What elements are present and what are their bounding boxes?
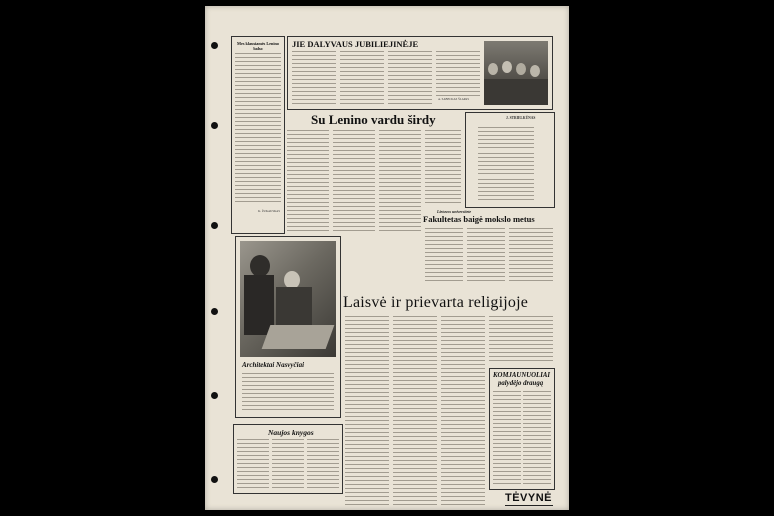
- poem-stanza: [478, 179, 534, 201]
- article-byline: K. ŽUKAUSKAS: [258, 209, 280, 213]
- article-text: [523, 391, 551, 485]
- punch-hole: [211, 308, 218, 315]
- headline-lenin: Su Lenino vardu širdy: [311, 112, 436, 127]
- article-text: [441, 316, 485, 506]
- new-books-box: [233, 424, 343, 494]
- article-subtitle: palydėjo draugą: [498, 380, 544, 387]
- headline-university: Fakultetas baigė mokslo metus: [423, 214, 535, 224]
- punch-hole: [211, 392, 218, 399]
- book-list: [237, 439, 269, 489]
- poem-stanza: [478, 127, 534, 149]
- article-text: [333, 130, 375, 232]
- article-text: [292, 51, 336, 105]
- article-kicker: Lietuvos universitete: [437, 209, 472, 214]
- article-text: [509, 228, 553, 284]
- article-lenin-voice: [231, 36, 285, 234]
- masthead-rule: [505, 505, 553, 506]
- punch-hole: [211, 222, 218, 229]
- poem-stanza: [478, 153, 534, 175]
- photo-caption: Architektai Nasvyčiai: [242, 361, 305, 369]
- masthead-clip: TĖVYNĖ: [505, 492, 553, 504]
- article-komjaunuoliai: [489, 368, 555, 490]
- article-text: [425, 228, 463, 284]
- poem-author: J. STRIELKŪNAS: [506, 116, 536, 120]
- newspaper-page: [205, 6, 569, 510]
- photo-box: [235, 236, 341, 418]
- article-jubilee: [287, 36, 553, 110]
- group-photo: [484, 41, 548, 105]
- article-text: [436, 51, 480, 97]
- article-text: [467, 228, 505, 284]
- article-byline: A. SABECKAS ŠLAPAS: [438, 97, 469, 101]
- article-title: JIE DALYVAUS JUBILIEJINĖJE: [292, 39, 419, 49]
- article-text: [388, 51, 432, 105]
- article-text: [340, 51, 384, 105]
- punch-hole: [211, 476, 218, 483]
- article-text: [393, 316, 437, 506]
- article-text: [425, 130, 461, 206]
- book-list: [272, 439, 304, 489]
- article-title: Mes klausiamės Lenino balso: [237, 41, 279, 51]
- section-title: Naujos knygos: [268, 428, 314, 437]
- article-text: [493, 391, 521, 485]
- poem-box: [465, 112, 555, 208]
- article-text: [379, 130, 421, 232]
- punch-hole: [211, 42, 218, 49]
- headline-religion: Laisvė ir prievarta religijoje: [343, 294, 529, 311]
- article-text: [235, 53, 281, 203]
- article-text: [345, 316, 389, 506]
- article-text: [287, 130, 329, 232]
- article-text: [489, 316, 553, 364]
- article-title: KOMJAUNUOLIAI: [493, 372, 551, 379]
- book-list: [307, 439, 339, 489]
- architects-photo: [240, 241, 336, 357]
- caption-text: [242, 373, 334, 411]
- punch-hole: [211, 122, 218, 129]
